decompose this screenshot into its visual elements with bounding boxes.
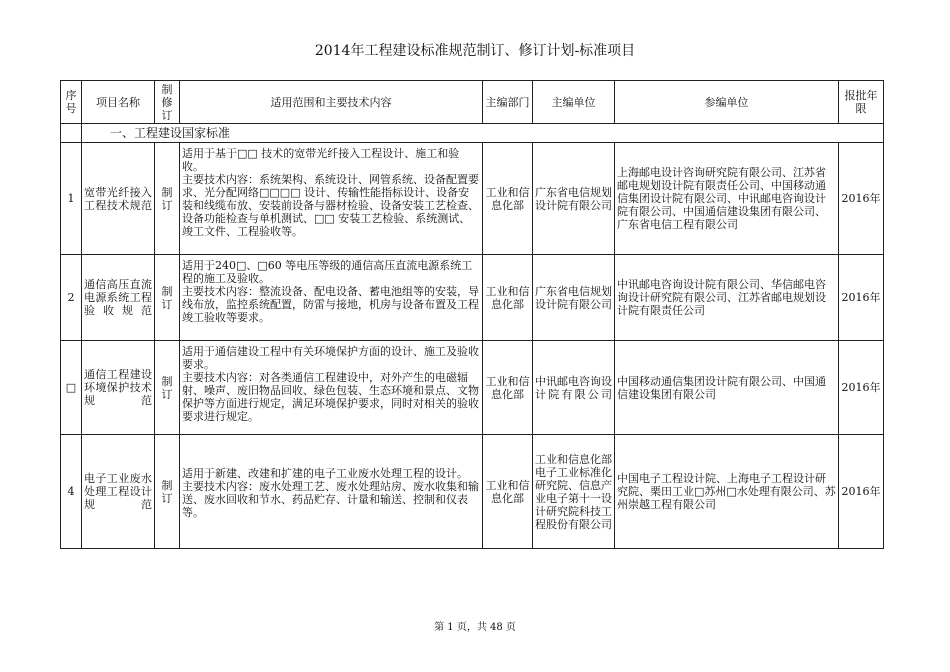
page-footer: 第 1 页，共 48 页 [434, 622, 516, 633]
row-participants: 中讯邮电咨询设计院有限公司、华信邮电咨询设计研究院有限公司、江苏省邮电规划设计院有限责任公司 [615, 255, 839, 341]
row-name: 通信工程建设环境保护技术规范 [82, 341, 155, 435]
row-unit: 中讯邮电咨询设计院有限公司 [533, 341, 615, 435]
header-year: 报批年限 [839, 81, 884, 124]
table-row [61, 143, 884, 255]
row-scope: 适用于240□、□60 等电压等级的通信高压直流电源系统工程的施工及验收。 主要技术内容：整流设备、配电设备、蓄电池组等的安装，导线布放，监控系统配置，防雷与接地，机房与设备布置及工程竣工验收等要求。 [180, 255, 483, 341]
section-row [61, 124, 884, 143]
row-unit: 广东省电信规划设计院有限公司 [533, 143, 615, 255]
header-row [61, 81, 884, 124]
row-participants: 中国移动通信集团设计院有限公司、中国通信建设集团有限公司 [615, 341, 839, 435]
header-participants: 参编单位 [615, 81, 839, 124]
row-name: 宽带光纤接入工程技术规范 [82, 143, 155, 255]
header-unit: 主编单位 [533, 81, 615, 124]
table-row [61, 255, 884, 341]
section-blank [61, 124, 82, 143]
row-name: 电子工业废水处理工程设计规范 [82, 435, 155, 549]
row-dept: 工业和信息化部 [483, 341, 533, 435]
row-type: 制订 [155, 435, 180, 549]
row-participants: 中国电子工程设计院、上海电子工程设计研究院、栗田工业□苏州□水处理有限公司、苏州崇越工程有限公司 [615, 435, 839, 549]
row-year: 2016年 [839, 255, 884, 341]
row-type: 制订 [155, 255, 180, 341]
table-row [61, 435, 884, 549]
row-dept: 工业和信息化部 [483, 435, 533, 549]
row-dept: 工业和信息化部 [483, 143, 533, 255]
header-type: 制修订 [155, 81, 180, 124]
row-dept: 工业和信息化部 [483, 255, 533, 341]
row-no: 4 [61, 435, 82, 549]
row-year: 2016年 [839, 435, 884, 549]
row-scope: 适用于基于□□ 技术的宽带光纤接入工程设计、施工和验收。 主要技术内容：系统架构、系统设计、网管系统、设备配置要求、光分配网络□□□□ 设计、传输性能指标设计、设备安装和线缆布放、安装前设备与器材检验、设备安装工艺检查、设备功能检查与单机测试、□□ 安装工艺检验、系统测试、竣工文件、工程验收等。 [180, 143, 483, 255]
row-unit: 工业和信息化部电子工业标准化研究院、信息产业电子第十一设计研究院科技工程股份有限公司 [533, 435, 615, 549]
page-title: 2014年工程建设标准规范制订、修订计划-标准项目 [314, 43, 636, 59]
row-participants: 上海邮电设计咨询研究院有限公司、江苏省邮电规划设计院有限责任公司、中国移动通信集团设计院有限公司、中讯邮电咨询设计院有限公司、中国通信建设集团有限公司、广东省电信工程有限公司 [615, 143, 839, 255]
row-name: 通信高压直流电源系统工程验收规范 [82, 255, 155, 341]
table-row [61, 341, 884, 435]
row-scope: 适用于新建、改建和扩建的电子工业废水处理工程的设计。 主要技术内容：废水处理工艺、废水处理站房、废水收集和输送、废水回收和节水、药品贮存、计量和输送、控制和仪表等。 [180, 435, 483, 549]
header-no: 序号 [61, 81, 82, 124]
row-year: 2016年 [839, 143, 884, 255]
row-no: 1 [61, 143, 82, 255]
header-dept: 主编部门 [483, 81, 533, 124]
row-year: 2016年 [839, 341, 884, 435]
section-label: 一、工程建设国家标准 [82, 124, 884, 143]
row-unit: 广东省电信规划设计院有限公司 [533, 255, 615, 341]
row-type: 制订 [155, 341, 180, 435]
header-scope: 适用范围和主要技术内容 [180, 81, 483, 124]
row-no: □ [61, 341, 82, 435]
row-scope: 适用于通信建设工程中有关环境保护方面的设计、施工及验收要求。 主要技术内容：对各类通信工程建设中，对外产生的电磁辐射、噪声、废旧物品回收、绿色包装、生态环境和景点、文物保护等方面进行规定，满足环境保护要求，同时对相关的验收要求进行规定。 [180, 341, 483, 435]
row-type: 制订 [155, 143, 180, 255]
row-no: 2 [61, 255, 82, 341]
standards-table [60, 80, 884, 549]
header-name: 项目名称 [82, 81, 155, 124]
